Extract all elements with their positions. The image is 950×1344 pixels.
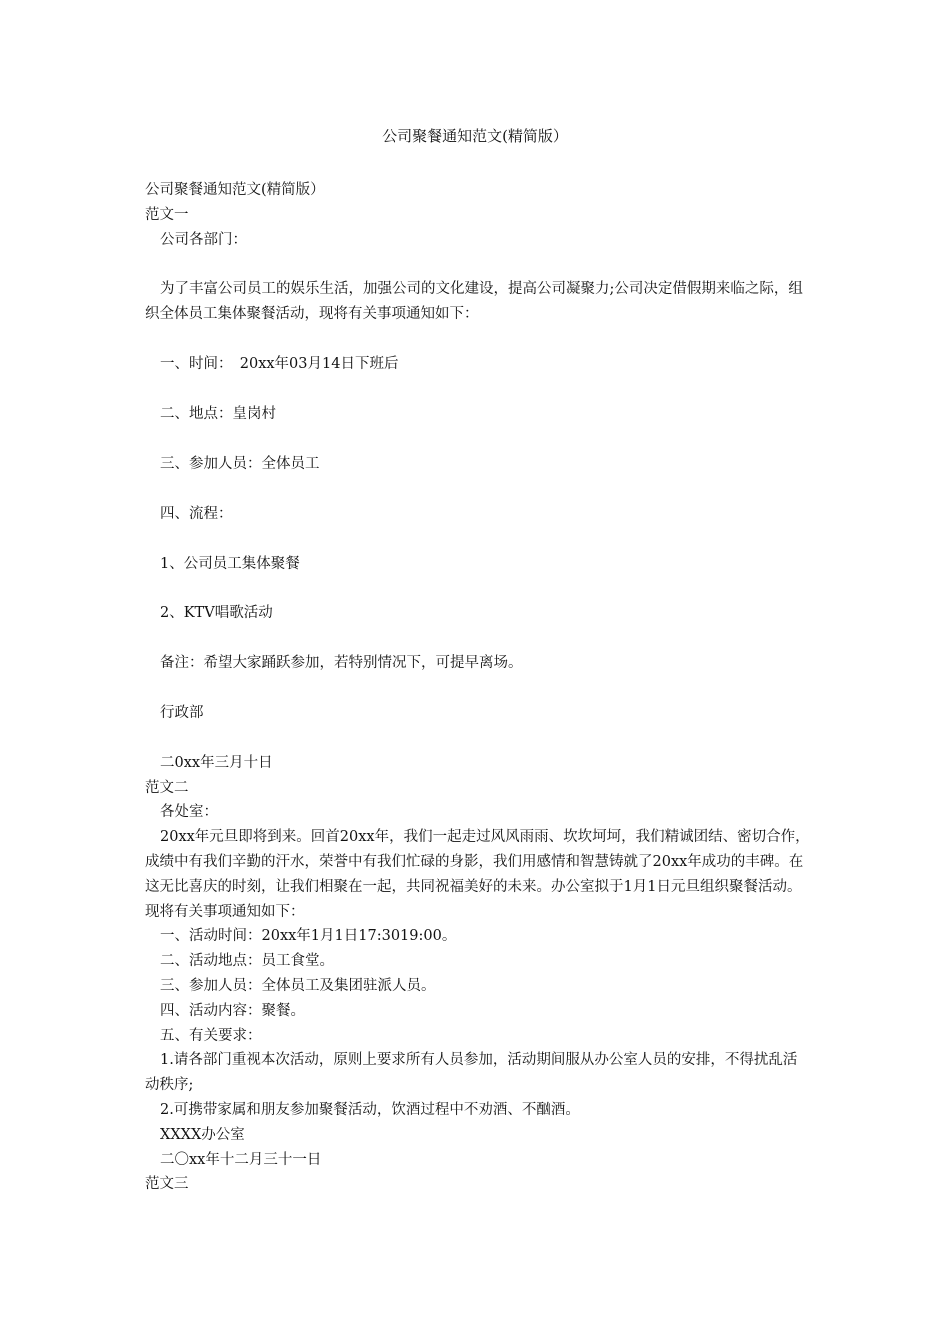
sample1-signer: 行政部 <box>160 704 204 721</box>
sample2-time: 一、活动时间：20xx年1月1日17:3019:00。 <box>160 928 457 945</box>
sample2-date: 二〇xx年十二月三十一日 <box>160 1151 322 1168</box>
sample1-step1: 1、公司员工集体聚餐 <box>160 555 300 572</box>
sample2-salutation: 各处室： <box>160 804 218 821</box>
sample1-place: 二、地点：皇岗村 <box>160 406 276 423</box>
sample2-intro: 20xx年元旦即将到来。回首20xx年，我们一起走过风风雨雨、坎坎坷坷，我们精诚团结、密切合作，成绩中有我们辛勤的汗水，荣誉中有我们忙碌的身影，我们用感情和智慧铸就了20xx年成功的丰碑。在这无比喜庆的时刻，让我们相聚在一起，共同祝福美好的未来。办公室拟于1月1日元旦组织聚餐活动。现将有关事项通知如下： <box>145 829 810 920</box>
sample1-salutation: 公司各部门： <box>160 231 247 248</box>
sample1-heading: 范文一 <box>145 206 189 223</box>
sample1-time: 一、时间： 20xx年03月14日下班后 <box>160 356 399 373</box>
sample1-note: 备注：希望大家踊跃参加，若特别情况下，可提早离场。 <box>160 655 523 672</box>
subtitle: 公司聚餐通知范文(精简版） <box>145 182 325 198</box>
sample2-req1: 1.请各部门重视本次活动，原则上要求所有人员参加，活动期间服从办公室人员的安排，不得扰乱活动秩序; <box>145 1052 798 1094</box>
sample2-req2: 2.可携带家属和朋友参加聚餐活动，饮酒过程中不劝酒、不酗酒。 <box>160 1101 580 1118</box>
sample2-content: 四、活动内容：聚餐。 <box>160 1002 305 1019</box>
sample2-signer: XXXX办公室 <box>160 1126 245 1143</box>
sample1-step2: 2、KTV唱歌活动 <box>160 605 273 622</box>
sample1-date: 二0xx年三月十日 <box>160 754 273 771</box>
sample2-attendees: 三、参加人员：全体员工及集团驻派人员。 <box>160 977 436 994</box>
sample1-intro: 为了丰富公司员工的娱乐生活，加强公司的文化建设，提高公司凝聚力;公司决定借假期来临之际，组织全体员工集体聚餐活动，现将有关事项通知如下： <box>145 281 803 323</box>
sample2-requirements: 五、有关要求： <box>160 1027 262 1044</box>
sample2-place: 二、活动地点：员工食堂。 <box>160 953 334 970</box>
sample1-attendees: 三、参加人员：全体员工 <box>160 455 320 472</box>
sample1-process: 四、流程： <box>160 505 233 522</box>
sample3-heading: 范文三 <box>145 1176 189 1193</box>
document-title: 公司聚餐通知范文(精简版） <box>382 127 568 145</box>
document-body <box>145 178 810 1197</box>
sample2-heading: 范文二 <box>145 779 189 796</box>
